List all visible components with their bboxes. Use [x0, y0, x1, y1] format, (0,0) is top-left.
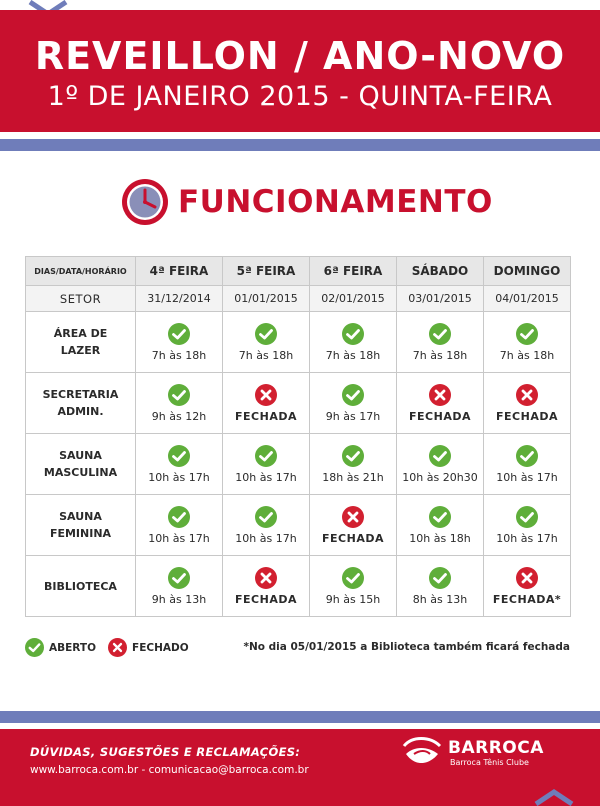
schedule-cell [310, 556, 397, 617]
date-cell: 31/12/2014 [136, 286, 223, 312]
table-row [26, 556, 571, 617]
schedule-cell [223, 495, 310, 556]
schedule-cell [310, 434, 397, 495]
day-header: 5ª FEIRA [223, 257, 310, 286]
schedule-cell [223, 434, 310, 495]
check-icon [429, 567, 451, 589]
closed-label: FECHADA [322, 531, 384, 545]
check-icon [342, 567, 364, 589]
date-cell: 01/01/2015 [223, 286, 310, 312]
check-icon [342, 323, 364, 345]
logo-icon [400, 734, 444, 774]
schedule-cell [484, 495, 571, 556]
legend-open-label: ABERTO [49, 641, 97, 654]
schedule-cell [397, 373, 484, 434]
closed-label: FECHADA [235, 409, 297, 423]
closed-label: FECHADA [409, 409, 471, 423]
schedule-cell [310, 312, 397, 373]
hours-label: 10h às 17h [496, 470, 558, 484]
schedule-cell [484, 312, 571, 373]
sector-name: SECRETARIA ADMIN. [26, 373, 136, 434]
schedule-cell [136, 312, 223, 373]
hours-label: 9h às 12h [151, 409, 207, 423]
hours-label: 10h às 17h [235, 531, 297, 545]
page-subtitle: 1º DE JANEIRO 2015 - QUINTA-FEIRA [47, 81, 553, 112]
schedule-cell [397, 556, 484, 617]
day-header: SÁBADO [397, 257, 484, 286]
hours-label: 8h às 13h [412, 592, 468, 606]
table-header-row [26, 257, 571, 286]
legend-open [25, 638, 96, 657]
sector-name: ÁREA DE LAZER [26, 312, 136, 373]
check-icon [255, 323, 277, 345]
footer [0, 729, 600, 806]
table-row [26, 495, 571, 556]
hours-label: 10h às 17h [148, 470, 210, 484]
check-icon [168, 567, 190, 589]
check-icon [429, 323, 451, 345]
check-icon [168, 323, 190, 345]
corner-label: DIAS/DATA/HORÁRIO [26, 257, 136, 286]
schedule-cell [397, 312, 484, 373]
hours-label: 10h às 17h [496, 531, 558, 545]
hours-label: 9h às 13h [151, 592, 207, 606]
x-icon [516, 567, 538, 589]
footer-question: DÚVIDAS, SUGESTÕES E RECLAMAÇÕES: [30, 745, 301, 759]
x-icon [108, 638, 127, 657]
schedule-cell [136, 495, 223, 556]
check-icon [516, 506, 538, 528]
schedule-cell [484, 373, 571, 434]
sector-name: SAUNA FEMININA [26, 495, 136, 556]
schedule-cell [484, 556, 571, 617]
check-icon [342, 384, 364, 406]
schedule-cell [136, 373, 223, 434]
schedule-cell [397, 495, 484, 556]
schedule-cell [136, 434, 223, 495]
x-icon [255, 384, 277, 406]
sector-name: SAUNA MASCULINA [26, 434, 136, 495]
brand-logo [400, 734, 575, 774]
table-dates-row [26, 286, 571, 312]
check-icon [342, 445, 364, 467]
hours-label: 10h às 20h30 [402, 470, 478, 484]
hours-label: 10h às 18h [409, 531, 471, 545]
divider-stripe [0, 711, 600, 723]
date-cell: 04/01/2015 [484, 286, 571, 312]
check-icon [255, 506, 277, 528]
check-icon [168, 506, 190, 528]
date-cell: 03/01/2015 [397, 286, 484, 312]
schedule-cell [223, 373, 310, 434]
legend-closed-label: FECHADO [132, 641, 189, 654]
page-title: REVEILLON / ANO-NOVO [34, 34, 566, 78]
check-icon [25, 638, 44, 657]
x-icon [429, 384, 451, 406]
schedule-cell [310, 495, 397, 556]
sector-label: SETOR [26, 286, 136, 312]
legend-closed [108, 638, 189, 657]
table-row [26, 434, 571, 495]
hours-label: 10h às 17h [235, 470, 297, 484]
x-icon [342, 506, 364, 528]
section-title: FUNCIONAMENTO [178, 184, 493, 220]
check-icon [429, 506, 451, 528]
chevron-up-icon [532, 788, 576, 806]
footer-contacts[interactable]: www.barroca.com.br - comunicacao@barroca.com.br [30, 764, 309, 776]
hours-label: 9h às 17h [325, 409, 381, 423]
check-icon [255, 445, 277, 467]
date-cell: 02/01/2015 [310, 286, 397, 312]
table-row [26, 373, 571, 434]
hours-label: 7h às 18h [499, 348, 555, 362]
check-icon [429, 445, 451, 467]
schedule-cell [223, 556, 310, 617]
hours-label: 7h às 18h [325, 348, 381, 362]
check-icon [516, 445, 538, 467]
hours-label: 7h às 18h [151, 348, 207, 362]
schedule-table [25, 256, 571, 617]
check-icon [516, 323, 538, 345]
hours-label: 7h às 18h [412, 348, 468, 362]
schedule-cell [310, 373, 397, 434]
table-row [26, 312, 571, 373]
clock-icon [120, 177, 170, 227]
hours-label: 18h às 21h [322, 470, 384, 484]
check-icon [168, 384, 190, 406]
day-header: 6ª FEIRA [310, 257, 397, 286]
schedule-cell [136, 556, 223, 617]
hours-label: 10h às 17h [148, 531, 210, 545]
brand-name: BARROCA [448, 738, 544, 758]
x-icon [255, 567, 277, 589]
hours-label: 9h às 15h [325, 592, 381, 606]
legend [25, 638, 201, 657]
schedule-cell [484, 434, 571, 495]
brand-subtitle: Barroca Tênis Clube [450, 758, 529, 767]
closed-label: FECHADA [496, 409, 558, 423]
hours-label: 7h às 18h [238, 348, 294, 362]
schedule-cell [397, 434, 484, 495]
day-header: 4ª FEIRA [136, 257, 223, 286]
closed-label: FECHADA* [492, 592, 562, 606]
x-icon [516, 384, 538, 406]
divider-stripe [0, 139, 600, 151]
sector-name: BIBLIOTECA [26, 556, 136, 617]
check-icon [168, 445, 190, 467]
schedule-cell [223, 312, 310, 373]
footnote: *No dia 05/01/2015 a Biblioteca também ficará fechada [243, 641, 570, 653]
closed-label: FECHADA [235, 592, 297, 606]
header-banner [0, 10, 600, 132]
day-header: DOMINGO [484, 257, 571, 286]
section-heading [120, 176, 493, 228]
